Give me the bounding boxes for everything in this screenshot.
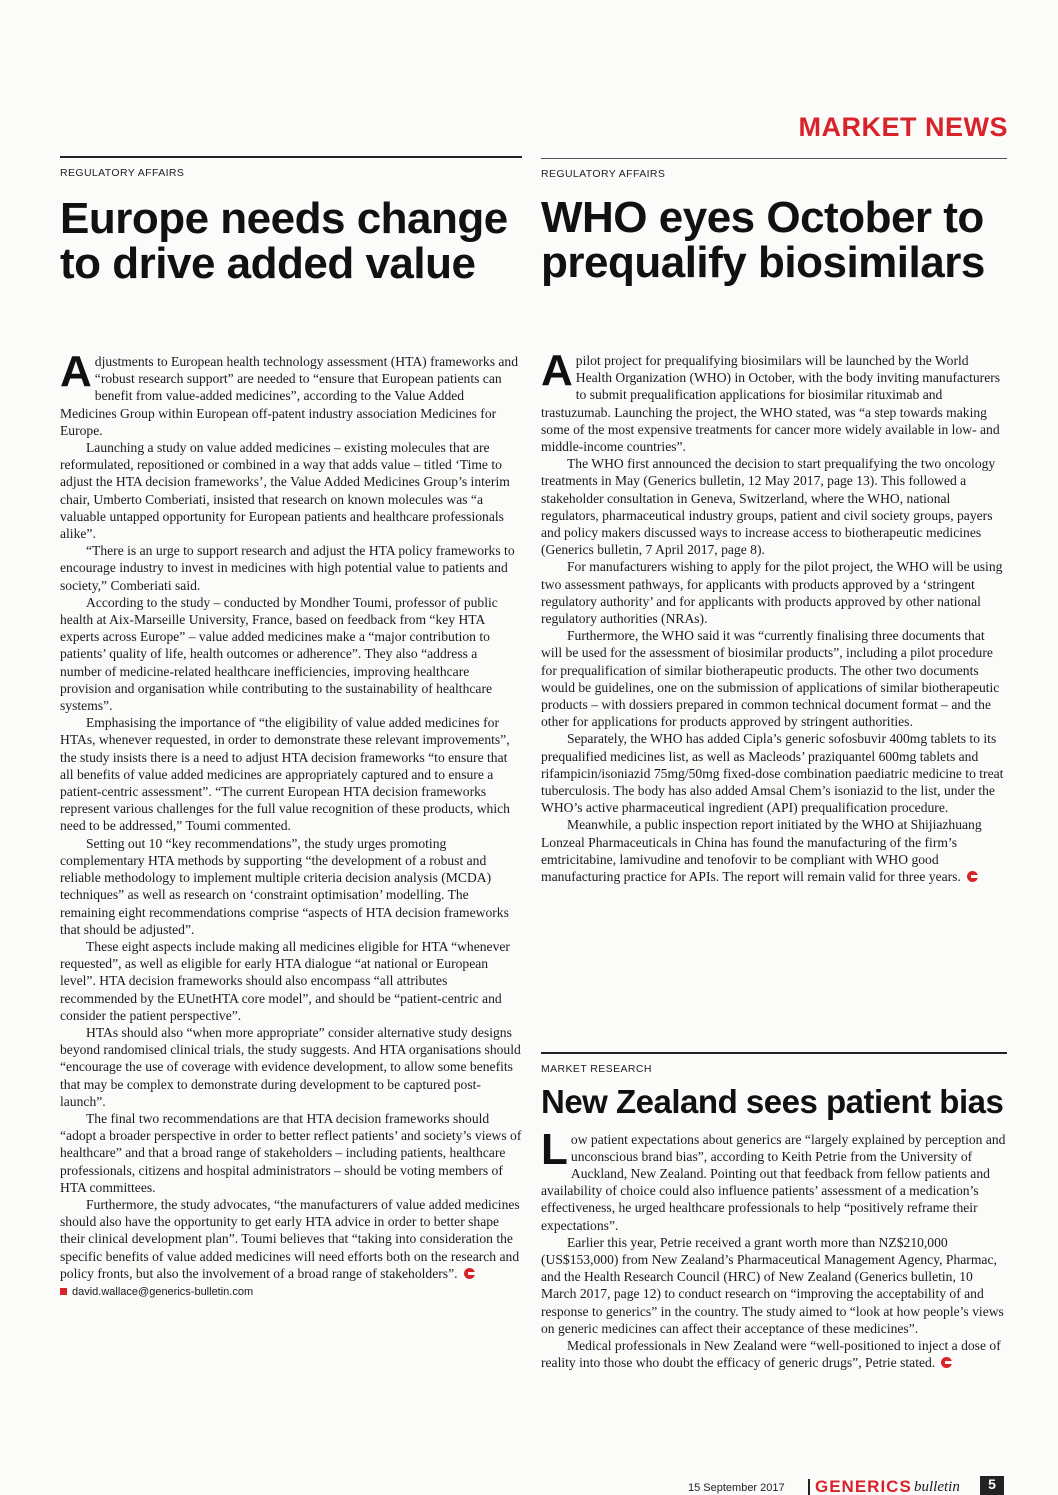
footer-divider (808, 1479, 810, 1495)
dropcap: A (541, 346, 573, 395)
kicker: REGULATORY AFFAIRS (541, 168, 666, 180)
article-rule (541, 1052, 1007, 1054)
article-body (60, 347, 522, 1282)
end-mark-icon (967, 871, 978, 882)
paragraph: According to the study – conducted by Mondher Toumi, professor of public health at Aix-Marseille University, France, based on feedback from “key HTA experts across Europe” – value added medicines make a “major contribution to patients’ quality of life, health outcomes or adherence”. They also “address a number of medicine-related healthcare inefficiencies, improving healthcare provision and organisation while contributing to the sustainability of healthcare systems”. (60, 594, 498, 714)
brand-logo: GENERICS (815, 1477, 912, 1495)
author-email[interactable]: david.wallace@generics-bulletin.com (60, 1286, 522, 1298)
article-rule (541, 158, 1007, 159)
paragraph: For manufacturers wishing to apply for the pilot project, the WHO will be using two assessment pathways, for applicants with products approved by a ‘stringent regulatory authority’ and for applicants with products approved by other national regulatory authorities (NRAs). (541, 559, 1003, 627)
paragraph: HTAs should also “when more appropriate” consider alternative study designs beyond randomised clinical trials, the study suggests. And HTA organisations should “encourage the use of coverage with evidence development, to allow some benefits that may be complex to demonstrate during development to be captured post-launch”. (60, 1024, 521, 1109)
section-title: MARKET NEWS (798, 112, 1008, 142)
paragraph: Adjustments to European health technology assessment (HTA) frameworks and “robust research support” are needed to “ensure that European patients can benefit from value-added medicines”, according to the Value Added Medicines Group within European off-patent industry association Medicines for Europe. (60, 347, 519, 438)
paragraph: Launching a study on value added medicines – existing molecules that are reformulated, repositioned or combined in a way that adds value – titled ‘Time to adjust the HTA decision frameworks’, the Value Added Medicines Group’s interim chair, Umberto Comberiati, insisted that research on known molecules was “a valuable untapped opportunity for European patients and healthcare professionals alike”. (60, 440, 510, 542)
headline: New Zealand sees patient bias (541, 1083, 1004, 1120)
kicker: REGULATORY AFFAIRS (60, 167, 185, 179)
paragraph: The WHO first announced the decision to start prequalifying the two oncology treatments in May (Generics bulletin, 12 May 2017, page 13). This followed a stakeholder consultation in Geneva, Switzerland, where the WHO, national regulators, pharmaceutical industry groups, patient and civil society groups, payers and policy makers discussed ways to increase access to biotherapeutic medicines (Generics bulletin, 7 April 2017, page 8). (541, 456, 996, 558)
article-rule (60, 156, 522, 158)
headline: Europe needs change to drive added value (60, 194, 508, 288)
page-footer (688, 1476, 1008, 1495)
page-number: 5 (980, 1476, 1004, 1495)
article-right-top (541, 158, 1007, 885)
headline: WHO eyes October to prequalify biosimilars (541, 193, 985, 287)
paragraph: These eight aspects include making all medicines eligible for HTA “whenever requested”, as well as eligible for early HTA dialogue “at national or European level”. HTA decision frameworks should also encompass “all attributes recommended by the EUnetHTA core model”, and should be “patient-centric and consider the patient perspective”. (60, 938, 510, 1023)
dropcap: L (541, 1124, 568, 1174)
paragraph: Separately, the WHO has added Cipla’s generic sofosbuvir 400mg tablets to its prequalified medicines list, as well as Macleods’ praziquantel 600mg tablets and rifampicin/isoniazid 75mg/50mg fixed-dose combination paediatric medicine to treat tuberculosis. The body has also added Amsal Chem’s isoniazid to the list, under the WHO’s active pharmaceutical ingredient (API) prequalification procedure. (541, 731, 1004, 816)
bullet-square-icon (60, 1288, 67, 1295)
paragraph: A pilot project for prequalifying biosimilars will be launched by the World Health Organization (WHO) in October, with the body inviting manufacturers to submit prequalification applications for biosimilar rituximab and trastuzumab. Launching the project, the WHO stated, was “a step towards making some of the most expensive treatments for cancer more widely available in low- and middle-income countries”. (541, 346, 1001, 455)
brand-subtitle: bulletin (914, 1479, 960, 1495)
article-body (541, 346, 1007, 885)
paragraph: Emphasising the importance of “the eligibility of value added medicines for HTAs, whenever requested, in order to demonstrate these relevant improvements”, the study insists there is a need to adjust HTA decision frameworks “to ensure that all benefits of value added medicines are appropriately captured and to ensure a patient-centric assessment”. “The current European HTA decision frameworks represent various challenges for the full value recognition of these products, which need to be addressed,” Toumi commented. (60, 715, 510, 834)
article-right-bottom (541, 1052, 1007, 1372)
paragraph: Furthermore, the WHO said it was “currently finalising three documents that will be used for the assessment of biosimilar products”, including a pilot procedure for prequalification of similar biotherapeutic products. The other two documents would be guidelines, one on the submission of applications of similar biotherapeutic products – with dossiers prepared in common technical document format – and the other for applications for products approved by stringent authorities. (541, 628, 1000, 730)
article-body (541, 1124, 1007, 1372)
end-mark-icon (941, 1357, 952, 1368)
article-left (60, 156, 522, 1298)
end-mark-icon (464, 1268, 475, 1279)
paragraph: Furthermore, the study advocates, “the manufacturers of value added medicines should also have the opportunity to get early HTA advice in order to better shape their clinical development plan”. Toumi believes that “taking into consideration the specific benefits of value added medicines will need efforts both on the research and policy fronts, but also the involvement of a broad range of stakeholders”. (60, 1196, 520, 1281)
paragraph: Meanwhile, a public inspection report initiated by the WHO at Shijiazhuang Lonzeal Pharmaceuticals in China has found the manufacturing of the firm’s emtricitabine, lamivudine and tenofovir to be compliant with WHO good manufacturing practice for APIs. The report will remain valid for three years. (541, 817, 982, 885)
paragraph: The final two recommendations are that HTA decision frameworks should “adopt a broader perspective in order to better reflect patients’ and society’s views of healthcare” and that a broad range of stakeholders – including patients, healthcare professionals, citizens and hospital administrators – should be voting members of HTA committees. (60, 1110, 522, 1195)
issue-date: 15 September 2017 (688, 1482, 785, 1494)
paragraph: Medical professionals in New Zealand were “well-positioned to inject a dose of reality into those who doubt the efficacy of generic drugs”, Petrie stated. (541, 1338, 1001, 1371)
paragraph: Earlier this year, Petrie received a grant worth more than NZ$210,000 (US$153,000) from New Zealand’s Pharmaceutical Management Agency, Pharmac, and the Health Research Council (HRC) of New Zealand (Generics bulletin, 10 March 2017, page 12) to conduct research on “improving the acceptability of and response to generics” in the country. The study aimed to “look at how people’s views on generic medicines can affect their acceptance of these medicines”. (541, 1234, 1004, 1336)
paragraph: Low patient expectations about generics are “largely explained by perception and unconscious brand bias”, according to Keith Petrie from the University of Auckland, New Zealand. Pointing out that feedback from fellow patients and availability of choice could also influence patients’ assessment of a medication’s effectiveness, he urged healthcare professionals to help “positively reframe their expectations”. (541, 1124, 1006, 1233)
kicker: MARKET RESEARCH (541, 1063, 652, 1075)
paragraph: “There is an urge to support research and adjust the HTA policy frameworks to encourage industry to invest in medicines with high potential value to patients and society,” Comberiati said. (60, 543, 515, 593)
paragraph: Setting out 10 “key recommendations”, the study urges promoting complementary HTA methods by supporting “the development of a robust and reliable methodology to implement multiple criteria decision analysis (MCDA) techniques” as well as research on ‘constraint optimisation’ modelling. The remaining eight recommendations comprise “aspects of HTA decision frameworks that should be adjusted”. (60, 835, 509, 937)
dropcap: A (60, 347, 92, 396)
